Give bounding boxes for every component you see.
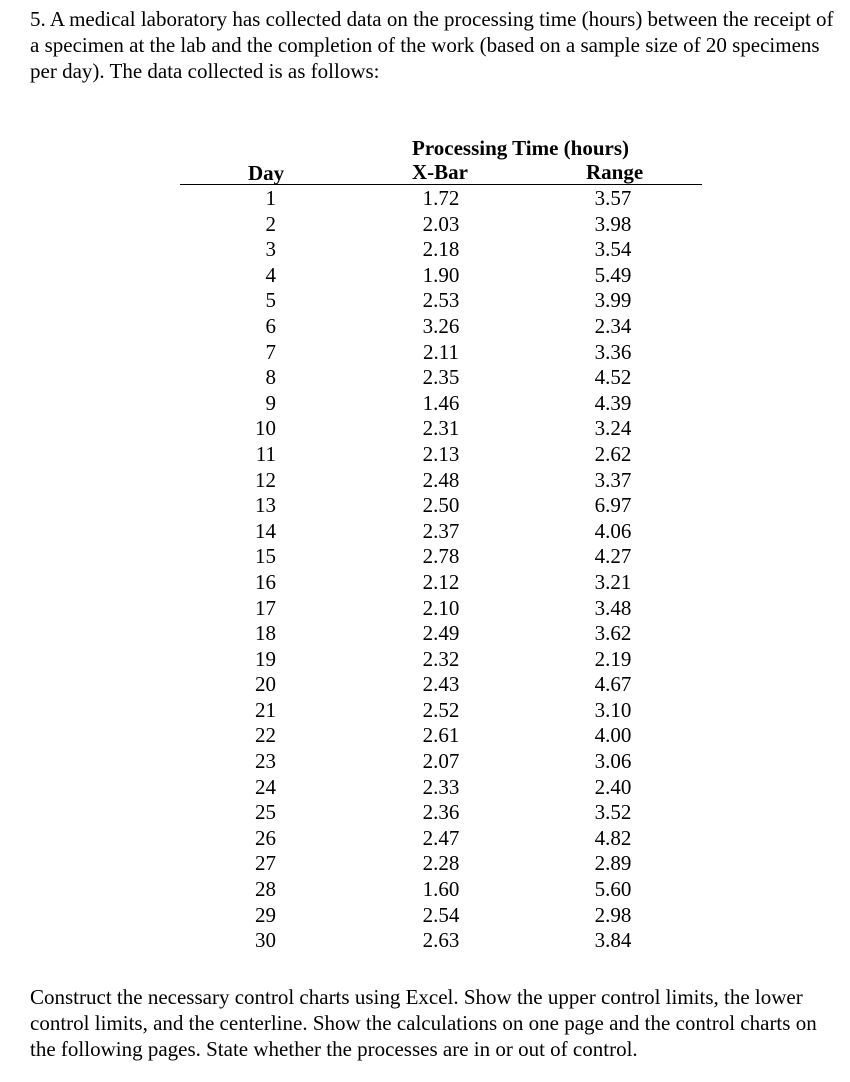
group-header: Processing Time (hours) bbox=[412, 136, 630, 160]
day-cell: 10 bbox=[255, 416, 276, 441]
day-cell: 8 bbox=[265, 365, 276, 390]
xbar-cell: 2.13 bbox=[422, 441, 460, 466]
range-cell: 5.49 bbox=[594, 262, 632, 287]
table-row bbox=[0, 826, 850, 852]
header-rule bbox=[180, 184, 702, 185]
day-cell: 17 bbox=[255, 595, 276, 620]
table-row bbox=[0, 672, 850, 698]
day-cell: 9 bbox=[265, 390, 276, 415]
table-row bbox=[0, 288, 850, 314]
xbar-cell: 2.48 bbox=[422, 467, 460, 492]
day-cell: 30 bbox=[255, 928, 276, 953]
problem-intro: 5. A medical laboratory has collected data on the processing time (hours) between the receipt of a specimen at the lab and the completion of the work (based on a sample size of 20 specimens per day). The data collected is as follows: bbox=[30, 7, 834, 83]
xbar-cell: 2.53 bbox=[422, 288, 460, 313]
range-cell: 4.27 bbox=[594, 544, 632, 569]
table-row bbox=[0, 903, 850, 929]
table-row bbox=[0, 775, 850, 801]
day-cell: 14 bbox=[255, 518, 276, 543]
table-row bbox=[0, 544, 850, 570]
range-cell: 2.62 bbox=[594, 441, 632, 466]
xbar-cell: 2.47 bbox=[422, 825, 460, 850]
table-row bbox=[0, 800, 850, 826]
xbar-cell: 2.50 bbox=[422, 493, 460, 518]
day-cell: 24 bbox=[255, 774, 276, 799]
range-cell: 3.84 bbox=[594, 928, 632, 953]
range-cell: 4.06 bbox=[594, 518, 632, 543]
table-row bbox=[0, 186, 850, 212]
table-row bbox=[0, 647, 850, 673]
xbar-cell: 2.54 bbox=[422, 902, 460, 927]
table-row bbox=[0, 314, 850, 340]
range-cell: 3.99 bbox=[594, 288, 632, 313]
range-cell: 2.19 bbox=[594, 646, 632, 671]
day-cell: 3 bbox=[265, 237, 276, 262]
day-cell: 2 bbox=[265, 211, 276, 236]
day-cell: 15 bbox=[255, 544, 276, 569]
range-cell: 3.10 bbox=[594, 697, 632, 722]
range-cell: 4.52 bbox=[594, 365, 632, 390]
range-cell: 4.82 bbox=[594, 825, 632, 850]
xbar-cell: 2.18 bbox=[422, 237, 460, 262]
day-cell: 16 bbox=[255, 569, 276, 594]
range-cell: 4.00 bbox=[594, 723, 632, 748]
range-cell: 3.48 bbox=[594, 595, 632, 620]
day-cell: 1 bbox=[265, 186, 276, 210]
table-row bbox=[0, 416, 850, 442]
table-row bbox=[0, 851, 850, 877]
xbar-cell: 2.11 bbox=[423, 339, 459, 364]
xbar-cell: 2.31 bbox=[422, 416, 460, 441]
table-row bbox=[0, 877, 850, 903]
table-row bbox=[0, 570, 850, 596]
range-cell: 3.52 bbox=[594, 800, 632, 825]
xbar-cell: 2.36 bbox=[422, 800, 460, 825]
day-cell: 22 bbox=[255, 723, 276, 748]
xbar-cell: 1.72 bbox=[422, 186, 460, 210]
table-row bbox=[0, 442, 850, 468]
table-row bbox=[0, 723, 850, 749]
day-cell: 12 bbox=[255, 467, 276, 492]
range-cell: 3.24 bbox=[594, 416, 632, 441]
range-cell: 2.89 bbox=[594, 851, 632, 876]
table-row bbox=[0, 365, 850, 391]
range-cell: 3.98 bbox=[594, 211, 632, 236]
xbar-cell: 2.49 bbox=[422, 621, 460, 646]
xbar-cell: 2.37 bbox=[422, 518, 460, 543]
table-row bbox=[0, 263, 850, 289]
xbar-cell: 1.60 bbox=[422, 877, 460, 902]
range-cell: 2.98 bbox=[594, 902, 632, 927]
table-row bbox=[0, 468, 850, 494]
day-cell: 20 bbox=[255, 672, 276, 697]
table-row bbox=[0, 212, 850, 238]
range-cell: 2.40 bbox=[594, 774, 632, 799]
table-body bbox=[0, 186, 850, 954]
day-cell: 4 bbox=[265, 262, 276, 287]
range-column-header: Range bbox=[586, 160, 644, 184]
xbar-cell: 2.78 bbox=[422, 544, 460, 569]
xbar-cell: 2.33 bbox=[422, 774, 460, 799]
xbar-cell: 2.43 bbox=[422, 672, 460, 697]
range-cell: 3.36 bbox=[594, 339, 632, 364]
range-cell: 3.57 bbox=[594, 186, 632, 210]
xbar-column-header: X-Bar bbox=[412, 160, 468, 184]
range-cell: 3.21 bbox=[594, 569, 632, 594]
day-cell: 5 bbox=[265, 288, 276, 313]
range-cell: 4.39 bbox=[594, 390, 632, 415]
day-cell: 6 bbox=[265, 313, 276, 338]
table-row bbox=[0, 621, 850, 647]
table-row bbox=[0, 493, 850, 519]
range-cell: 3.62 bbox=[594, 621, 632, 646]
day-cell: 21 bbox=[255, 697, 276, 722]
table-row bbox=[0, 596, 850, 622]
range-cell: 5.60 bbox=[594, 877, 632, 902]
range-cell: 3.37 bbox=[594, 467, 632, 492]
day-cell: 11 bbox=[255, 441, 276, 466]
table-row bbox=[0, 749, 850, 775]
range-cell: 3.54 bbox=[594, 237, 632, 262]
problem-instructions: Construct the necessary control charts using Excel. Show the upper control limits, the lower control limits, and the centerline. Show the calculations on one page and the control charts on the following pages. State whether the processes are in or out of control. bbox=[30, 985, 817, 1061]
xbar-cell: 3.26 bbox=[422, 313, 460, 338]
day-cell: 25 bbox=[255, 800, 276, 825]
day-cell: 13 bbox=[255, 493, 276, 518]
day-cell: 29 bbox=[255, 902, 276, 927]
table-row bbox=[0, 391, 850, 417]
day-cell: 7 bbox=[265, 339, 276, 364]
day-cell: 27 bbox=[255, 851, 276, 876]
xbar-cell: 2.63 bbox=[422, 928, 460, 953]
xbar-cell: 2.12 bbox=[422, 569, 460, 594]
day-column-header: Day bbox=[248, 161, 285, 185]
xbar-cell: 2.07 bbox=[422, 749, 460, 774]
range-cell: 6.97 bbox=[594, 493, 632, 518]
xbar-cell: 2.52 bbox=[422, 697, 460, 722]
range-cell: 4.67 bbox=[594, 672, 632, 697]
day-cell: 28 bbox=[255, 877, 276, 902]
xbar-cell: 2.61 bbox=[422, 723, 460, 748]
table-row bbox=[0, 237, 850, 263]
table-row bbox=[0, 340, 850, 366]
xbar-cell: 2.35 bbox=[422, 365, 460, 390]
xbar-cell: 2.03 bbox=[422, 211, 460, 236]
day-cell: 19 bbox=[255, 646, 276, 671]
range-cell: 2.34 bbox=[594, 313, 632, 338]
xbar-cell: 2.32 bbox=[422, 646, 460, 671]
day-cell: 23 bbox=[255, 749, 276, 774]
xbar-cell: 2.10 bbox=[422, 595, 460, 620]
table-row bbox=[0, 698, 850, 724]
table-row bbox=[0, 928, 850, 954]
range-cell: 3.06 bbox=[594, 749, 632, 774]
day-cell: 18 bbox=[255, 621, 276, 646]
day-cell: 26 bbox=[255, 825, 276, 850]
xbar-cell: 1.46 bbox=[422, 390, 460, 415]
table-row bbox=[0, 519, 850, 545]
xbar-cell: 2.28 bbox=[422, 851, 460, 876]
xbar-cell: 1.90 bbox=[422, 262, 460, 287]
